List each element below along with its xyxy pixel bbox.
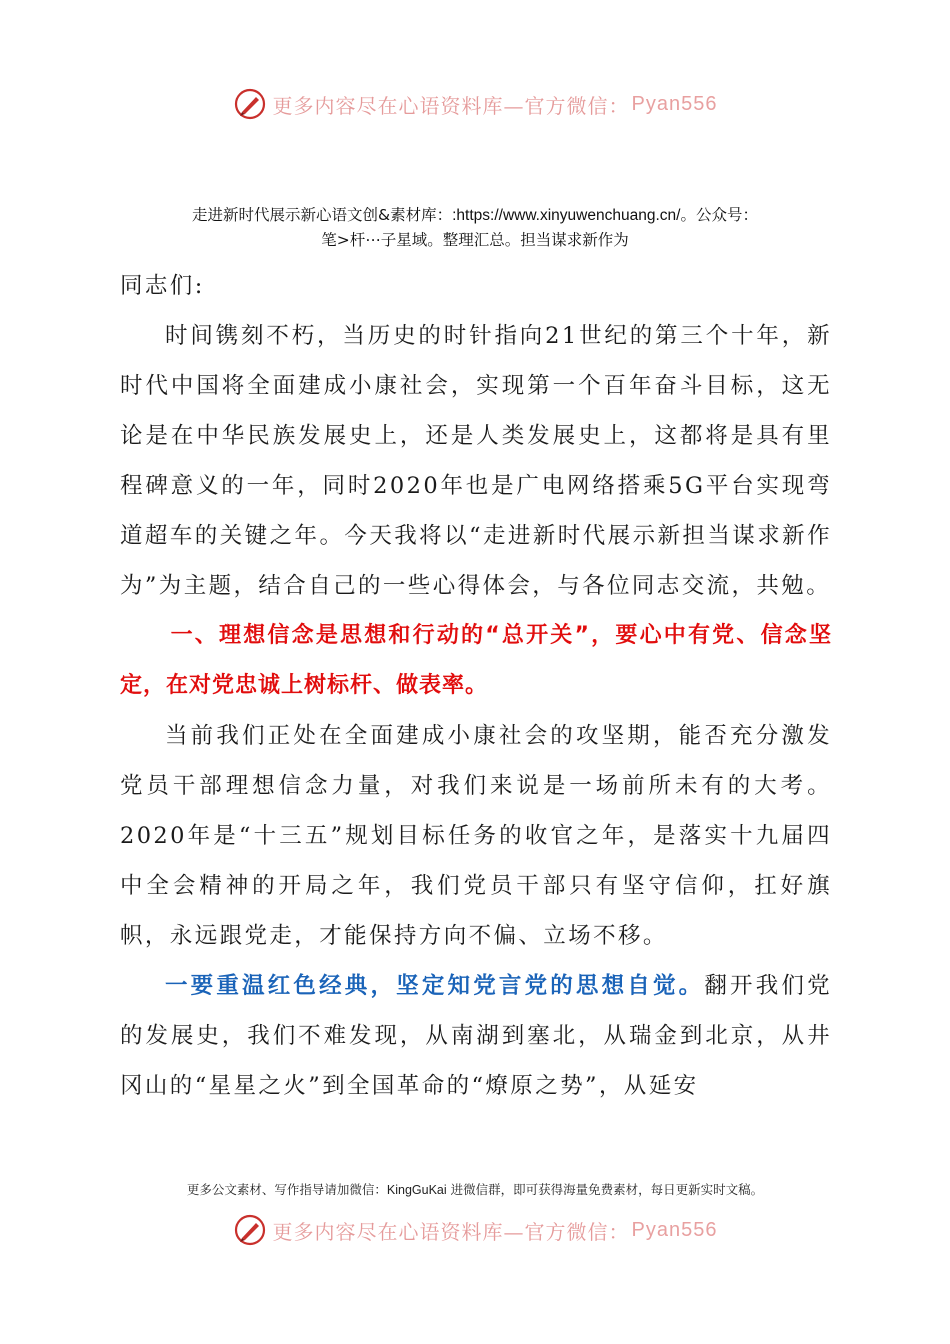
watermark-top (0, 82, 950, 126)
pen-logo-icon (233, 1213, 267, 1247)
section-heading-1: 一、理想信念是思想和行动的“总开关”，要心中有党、信念坚定，在对党忠诚上树标杆、做表率。 (120, 623, 832, 698)
header-note-line1 (100, 203, 850, 228)
header-note-url[interactable]: :https://www.xinyuwenchuang.cn/ (452, 207, 681, 224)
intro-paragraph: 时间镌刻不朽，当历史的时针指向21世纪的第三个十年，新时代中国将全面建成小康社会，实现第一个百年奋斗目标，这无论是在中华民族发展史上，还是人类发展史上，这都将是具有里程碑意义的一年，同时2020年也是广电网络搭乘5G平台实现弯道超车的关键之年。今天我将以“走进新时代展示新担当谋求新作为”为主题，结合自己的一些心得体会，与各位同志交流，共勉。 (120, 323, 832, 599)
watermark-text: 更多内容尽在心语资料库—官方微信： (272, 1219, 630, 1244)
paragraph-2-rest: 翻开我们党的发展史，我们不难发现，从南湖到塞北，从瑞金到北京，从井冈山的“星星之火”到全国革命的“燎原之势”，从延安 (120, 973, 832, 1099)
watermark-bottom (0, 1208, 950, 1252)
header-note-prefix: 走进新时代展示新心语文创&素材库： (192, 206, 453, 224)
footer-note-wechat: KingGuKai (386, 1183, 447, 1197)
header-note-suffix: 。公众号： (680, 206, 758, 224)
watermark-text: 更多内容尽在心语资料库—官方微信： (272, 93, 630, 118)
footer-note-suffix: 进微信群，即可获得海量免费素材，每日更新实时文稿。 (446, 1182, 764, 1197)
paragraph-1: 当前我们正处在全面建成小康社会的攻坚期，能否充分激发党员干部理想信念力量，对我们来说是一场前所未有的大考。2020年是“十三五”规划目标任务的收官之年，是落实十九届四中全会精神的开局之年，我们党员干部只有坚守信仰，扛好旗帜，永远跟党走，才能保持方向不偏、立场不移。 (120, 723, 832, 949)
pen-logo-icon (233, 87, 267, 121)
watermark-handle: Pyan556 (631, 1218, 718, 1241)
paragraph-2 (120, 961, 832, 1111)
document-body (120, 261, 832, 1111)
watermark-handle: Pyan556 (631, 92, 718, 115)
salutation: 同志们: (120, 273, 205, 299)
header-note (100, 203, 850, 252)
footer-note (0, 1180, 950, 1198)
paragraph-2-lead: 一要重温红色经典，坚定知党言党的思想自觉。 (165, 973, 705, 999)
header-note-line2: 笔>杆⋯子星域。整理汇总。担当谋求新作为 (321, 231, 629, 249)
footer-note-prefix: 更多公文素材、写作指导请加微信： (186, 1182, 387, 1197)
